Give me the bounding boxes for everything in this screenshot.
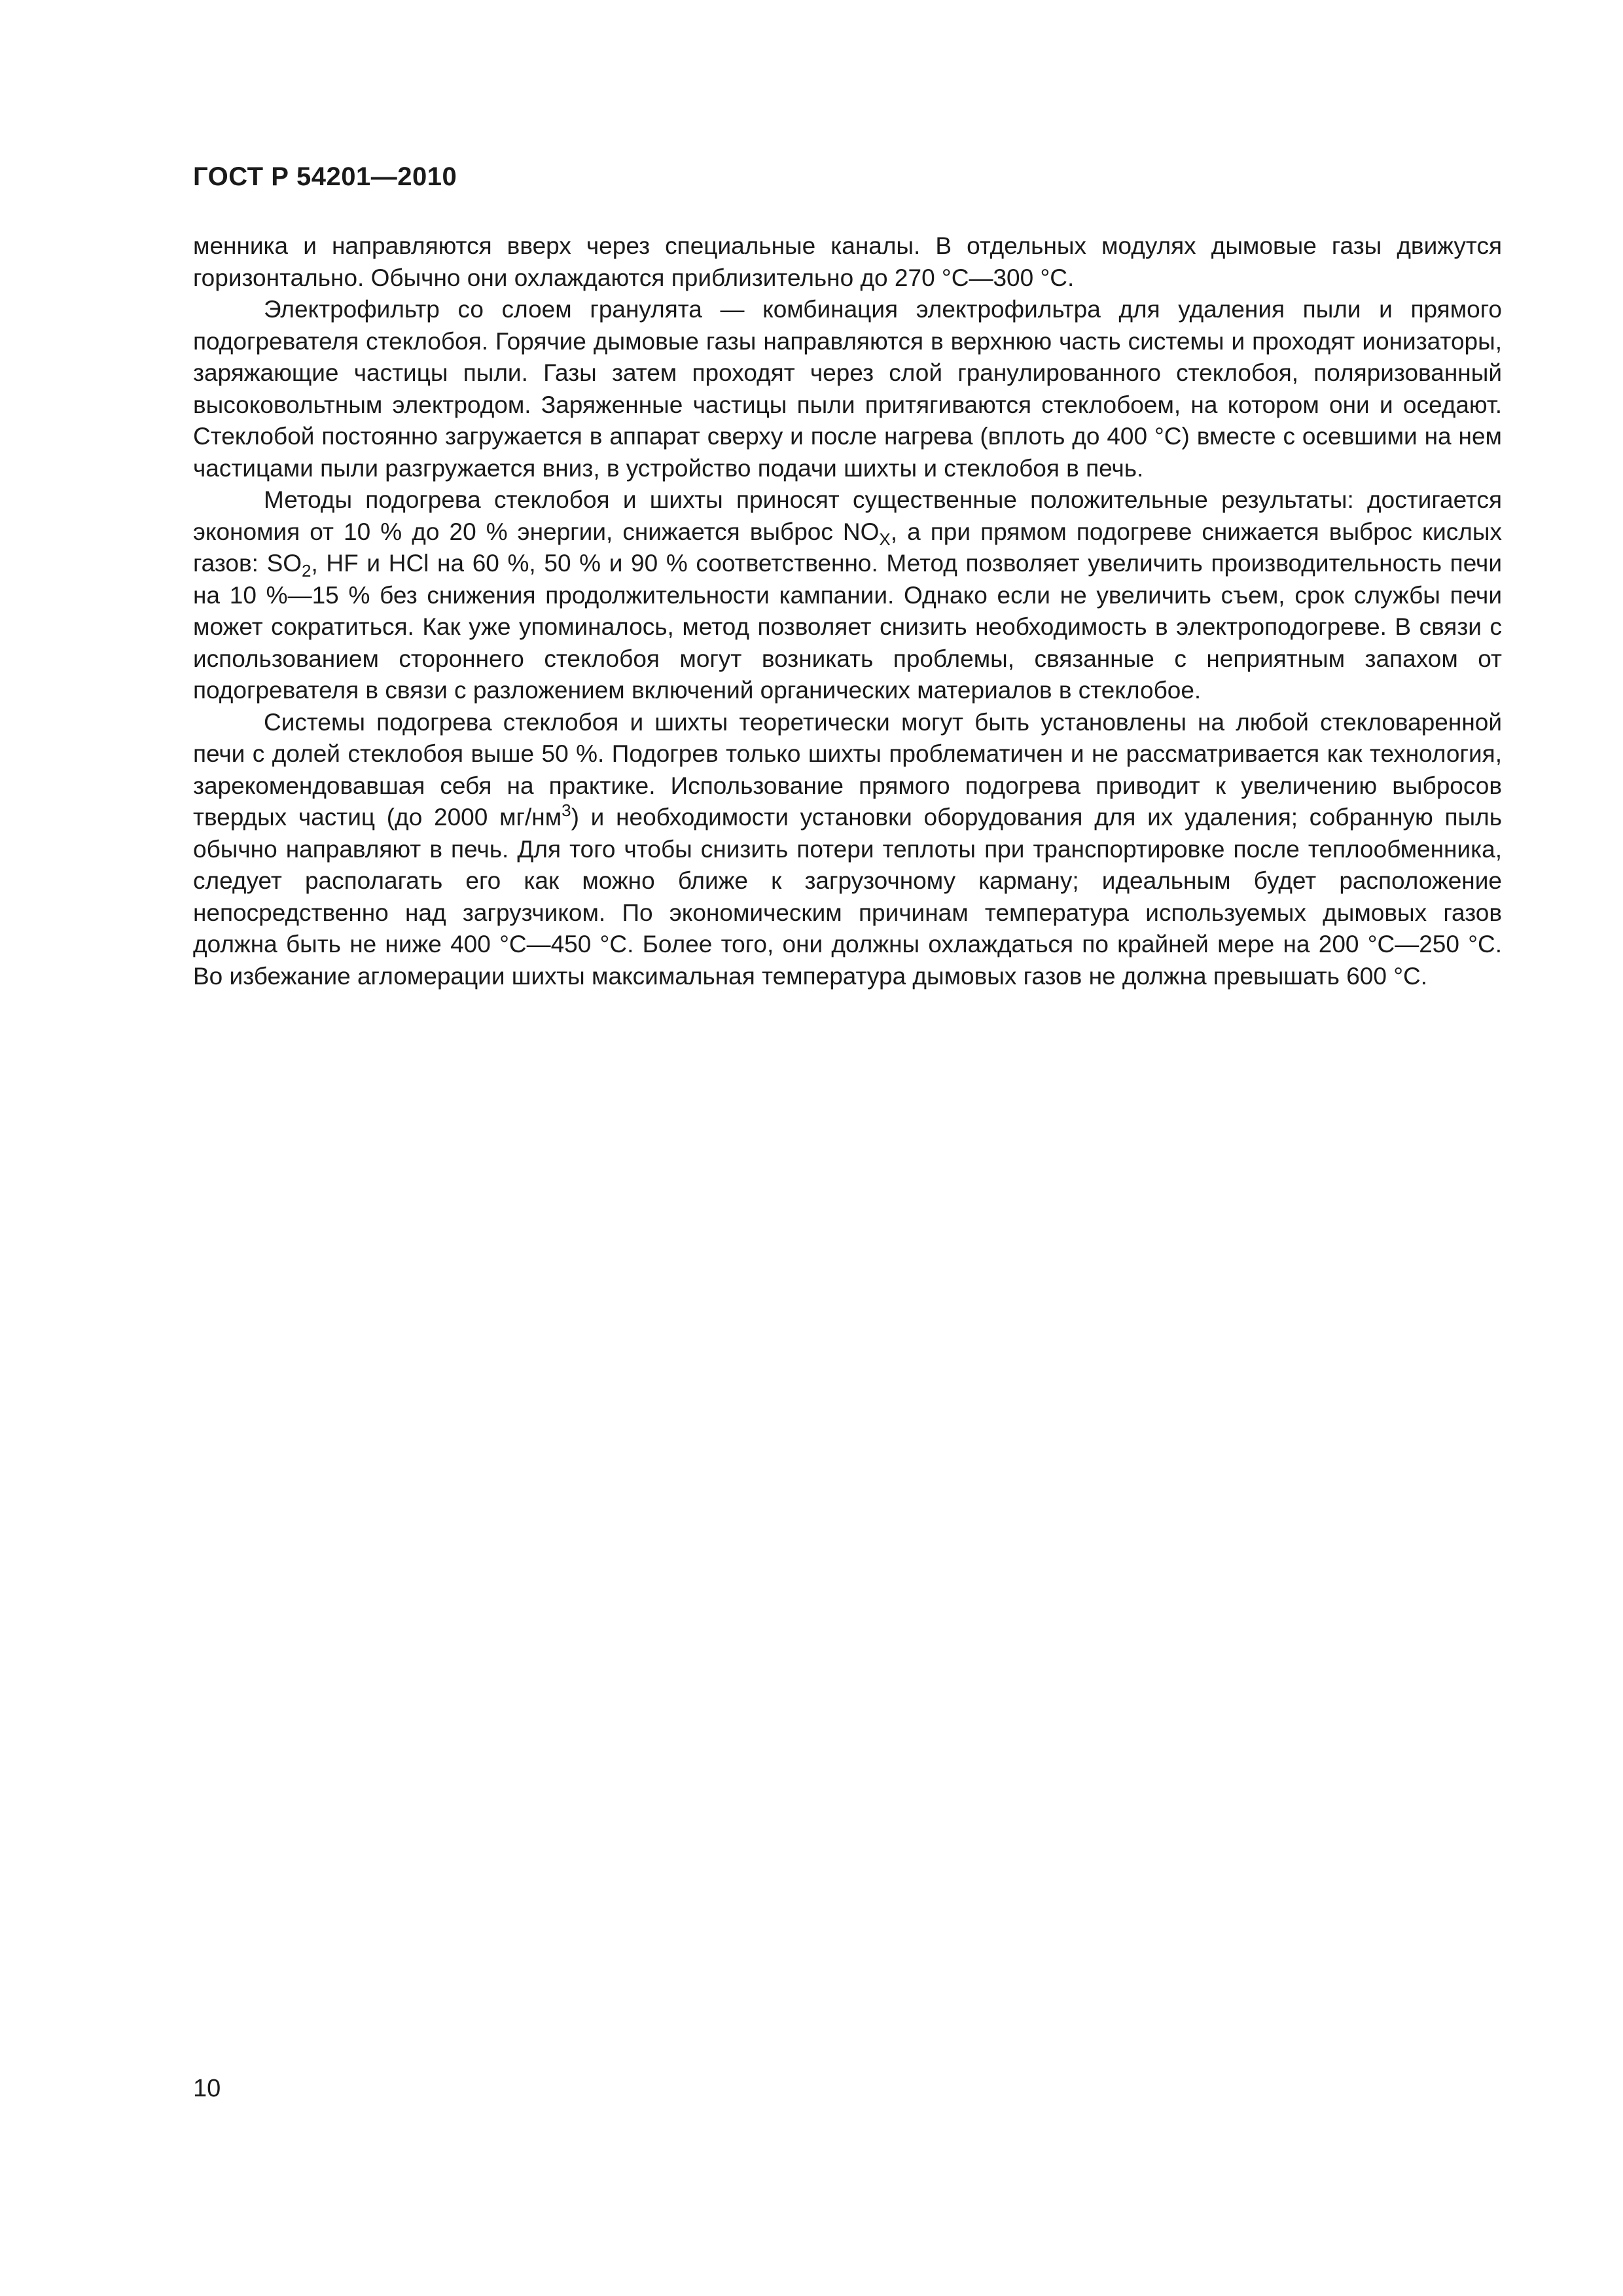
paragraph-4-text-2: ) и необходимости установки оборудования для их удаления; собранную пыль обычно направляют в печь. Для того чтобы снизить потери теплоты при транспортировке после теплообменника, следует располагать его как можно ближе к загрузочному карману; идеальным будет расположение непосредственно над загрузчиком. По экономическим причинам температура используемых дымовых газов должна быть не ниже 400 °С—450 °С. Более того, они должны охлаждаться по крайней мере на 200 °С—250 °С. Во избежание агломерации шихты максимальная температура дымовых газов не должна превышать 600 °С.	[193, 804, 1502, 990]
paragraph-3-text-1: Методы подогрева стеклобоя и шихты приносят существенные положительные результаты: достигается экономия от 10 % до 20 % энергии, снижается выброс NO	[193, 486, 1502, 545]
paragraph-4	[193, 707, 1502, 993]
document-body	[193, 230, 1502, 992]
page-number: 10	[193, 2075, 221, 2102]
paragraph-3-text-2: , а при прямом подогреве снижается выброс кислых газов: SO	[193, 518, 1502, 577]
paragraph-1: менника и направляются вверх через специальные каналы. В отдельных модулях дымовые газы движутся горизонтально. Обычно они охлаждаются приблизительно до 270 °С—300 °С.	[193, 232, 1502, 291]
paragraph-3	[193, 484, 1502, 707]
paragraph-3-text-3: , HF и HCl на 60 %, 50 % и 90 % соответственно. Метод позволяет увеличить производительность печи на 10 %—15 % без снижения продолжительности кампании. Однако если не увеличить съем, срок службы печи может сократиться. Как уже упоминалось, метод позволяет снизить необходимость в электроподогреве. В связи с использованием стороннего стеклобоя могут возникать проблемы, связанные с неприятным запахом от подогревателя в связи с разложением включений органических материалов в стеклобое.	[193, 550, 1502, 704]
nox-subscript: X	[879, 529, 891, 549]
so2-subscript: 2	[302, 561, 312, 581]
paragraph-2: Электрофильтр со слоем гранулята — комбинация электрофильтра для удаления пыли и прямого подогревателя стеклобоя. Горячие дымовые газы направляются в верхнюю часть системы и проходят ионизаторы, заряжающие частицы пыли. Газы затем проходят через слой гранулированного стеклобоя, поляризованный высоковольтным электродом. Заряженные частицы пыли притягиваются стеклобоем, на котором они и оседают. Стеклобой постоянно загружается в аппарат сверху и после нагрева (вплоть до 400 °С) вместе с осевшими на нем частицами пыли разгружается вниз, в устройство подачи шихты и стеклобоя в печь.	[193, 296, 1502, 482]
cubic-superscript: 3	[562, 800, 571, 820]
paragraph-4-text-1: Системы подогрева стеклобоя и шихты теоретически могут быть установлены на любой стекловаренной печи с долей стеклобоя выше 50 %. Подогрев только шихты проблематичен и не рассматривается как технология, зарекомендовавшая себя на практике. Использование прямого подогрева приводит к увеличению выбросов твердых частиц (до 2000 мг/нм	[193, 708, 1502, 831]
document-header: ГОСТ Р 54201—2010	[193, 162, 457, 191]
